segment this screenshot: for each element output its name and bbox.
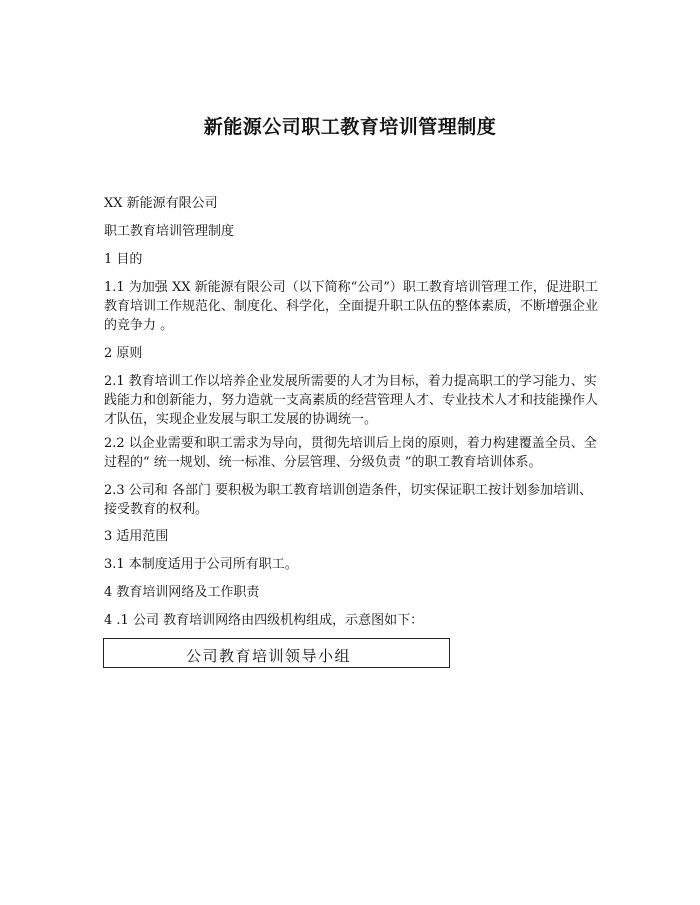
- paragraph-2-2: 2.2 以企业需要和职工需求为导向，贯彻先培训后上岗的原则，着力构建覆盖全员、全过程的“ 统一规划、统一标准、分层管理、分级负责 ”的职工教育培训体系。: [104, 436, 597, 470]
- document-subtitle: 职工教育培训管理制度: [104, 224, 235, 239]
- document-title: 新能源公司职工教育培训管理制度: [203, 116, 497, 138]
- section-heading-4: 4 教育培训网络及工作职责: [104, 585, 260, 600]
- section-heading-3: 3 适用范围: [104, 529, 169, 544]
- section-heading-2: 2 原则: [104, 346, 143, 361]
- company-name: XX 新能源有限公司: [104, 196, 218, 211]
- org-chart-box: [103, 638, 450, 668]
- section-heading-1: 1 目的: [104, 252, 143, 267]
- paragraph-1-1: 1.1 为加强 XX 新能源有限公司（以下简称“公司”）职工教育培训管理工作，促进职工教育培训工作规范化、制度化、科学化，全面提升职工队伍的整体素质，不断增强企业的竞争力 。: [104, 280, 599, 333]
- org-chart-box-label: 公司教育培训领导小组: [186, 647, 352, 665]
- paragraph-2-3: 2.3 公司和 各部门 要积极为职工教育培训创造条件，切实保证职工按计划参加培训、接受教育的权利。: [104, 483, 593, 517]
- paragraph-2-1: 2.1 教育培训工作以培养企业发展所需要的人才为目标，着力提高职工的学习能力、实践能力和创新能力，努力造就一支高素质的经营管理人才、专业技术人才和技能操作人才队伍，实现企业发展与职工发展的协调统一。: [104, 374, 599, 427]
- paragraph-4-1: 4 .1 公司 教育培训网络由四级机构组成，示意图如下：: [104, 613, 424, 628]
- paragraph-3-1: 3.1 本制度适用于公司所有职工。: [104, 557, 298, 572]
